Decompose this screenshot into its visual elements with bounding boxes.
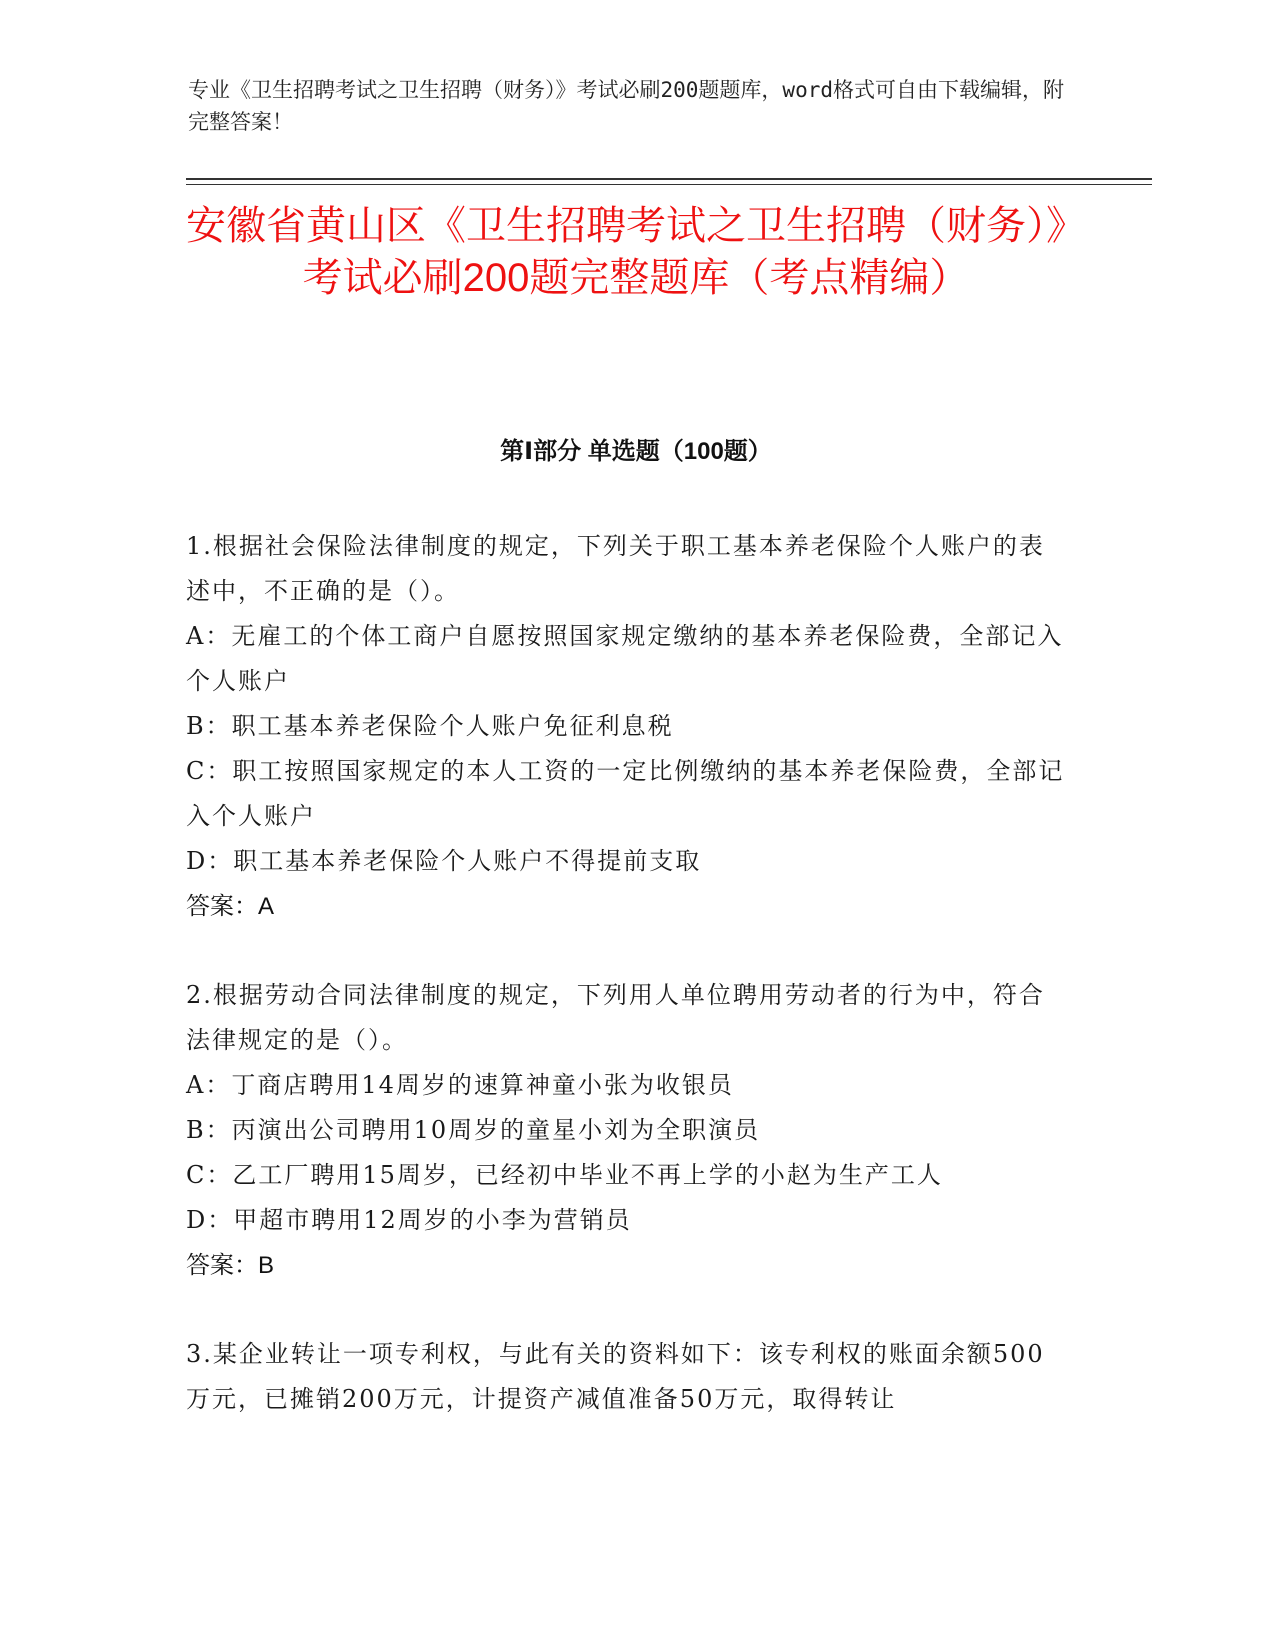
option-c: C：职工按照国家规定的本人工资的一定比例缴纳的基本养老保险费，全部记入个人账户 xyxy=(186,757,1065,830)
option-d: D：甲超市聘用12周岁的小李为营销员 xyxy=(186,1206,632,1234)
option-d: D：职工基本养老保险个人账户不得提前支取 xyxy=(186,847,702,875)
option-a: A：丁商店聘用14周岁的速算神童小张为收银员 xyxy=(186,1071,734,1099)
header-rule-thick xyxy=(186,178,1152,180)
question-text: 1.根据社会保险法律制度的规定，下列关于职工基本养老保险个人账户的表述中，不正确的是（）。 xyxy=(186,532,1045,605)
question-3 xyxy=(186,1332,1066,1422)
question-list xyxy=(186,524,1066,1466)
header-note: 专业《卫生招聘考试之卫生招聘（财务）》考试必刷200题题库，word格式可自由下载编辑，附完整答案！ xyxy=(188,78,1064,134)
document-title: 安徽省黄山区《卫生招聘考试之卫生招聘（财务）》考试必刷200题完整题库（考点精编） xyxy=(186,204,1086,300)
question-1 xyxy=(186,524,1066,929)
answer: 答案：B xyxy=(186,1252,275,1279)
option-a: A：无雇工的个体工商户自愿按照国家规定缴纳的基本养老保险费，全部记入个人账户 xyxy=(186,622,1064,695)
section-heading: 第Ⅰ部分 单选题（100题） xyxy=(500,438,772,465)
question-text: 2.根据劳动合同法律制度的规定，下列用人单位聘用劳动者的行为中，符合法律规定的是（）。 xyxy=(186,981,1045,1054)
option-c: C：乙工厂聘用15周岁，已经初中毕业不再上学的小赵为生产工人 xyxy=(186,1161,943,1189)
header-rule-thin xyxy=(186,184,1152,185)
answer: 答案：A xyxy=(186,893,275,920)
option-b: B：丙演出公司聘用10周岁的童星小刘为全职演员 xyxy=(186,1116,761,1144)
option-b: B：职工基本养老保险个人账户免征利息税 xyxy=(186,712,674,740)
question-2 xyxy=(186,973,1066,1288)
question-text: 3.某企业转让一项专利权，与此有关的资料如下：该专利权的账面余额500万元，已摊销200万元，计提资产减值准备50万元，取得转让 xyxy=(186,1340,1045,1413)
